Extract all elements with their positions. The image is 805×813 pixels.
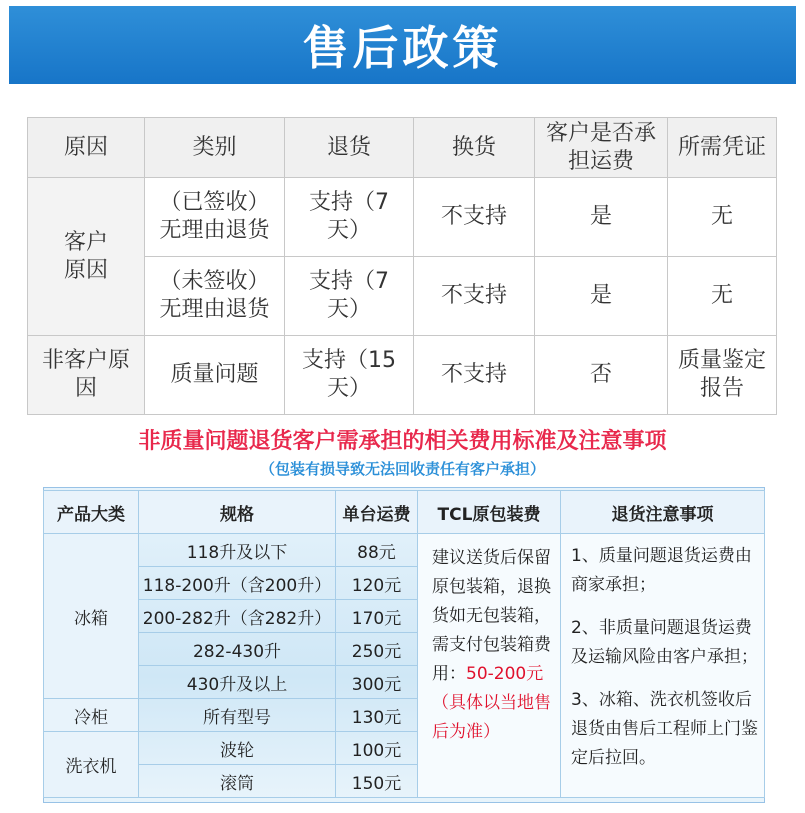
exchange-cell: 不支持 [414, 336, 535, 415]
table-row [28, 336, 777, 415]
header-packaging-fee: TCL原包装费 [418, 491, 561, 534]
spec-cell: 118升及以下 [139, 534, 336, 567]
header-return: 退货 [285, 118, 414, 178]
fee-cell: 150元 [336, 765, 418, 798]
header-banner [9, 6, 796, 84]
proof-cell: 无 [668, 178, 777, 257]
return-cell: 支持（7天） [285, 178, 414, 257]
spec-cell: 所有型号 [139, 699, 336, 732]
return-cell: 支持（7天） [285, 257, 414, 336]
proof-cell: 质量鉴定报告 [668, 336, 777, 415]
policy-header-row [28, 118, 777, 178]
header-category: 类别 [145, 118, 285, 178]
category-washer: 洗衣机 [44, 732, 139, 798]
exchange-cell: 不支持 [414, 178, 535, 257]
fee-cell: 100元 [336, 732, 418, 765]
fee-cell: 130元 [336, 699, 418, 732]
shipping-cell: 是 [535, 178, 668, 257]
category-cell: （已签收）无理由退货 [145, 178, 285, 257]
return-notes-cell [561, 534, 765, 798]
proof-cell: 无 [668, 257, 777, 336]
header-product-category: 产品大类 [44, 491, 139, 534]
fee-section-subtitle: （包装有损导致无法回收责任有客户承担） [259, 460, 545, 478]
header-shipping: 客户是否承担运费 [535, 118, 668, 178]
fee-cell: 170元 [336, 600, 418, 633]
fee-cell: 120元 [336, 567, 418, 600]
header-spec: 规格 [139, 491, 336, 534]
category-freezer: 冷柜 [44, 699, 139, 732]
spec-cell: 滚筒 [139, 765, 336, 798]
table-row [28, 178, 777, 257]
spec-cell: 282-430升 [139, 633, 336, 666]
header-unit-fee: 单台运费 [336, 491, 418, 534]
page-title: 售后政策 [302, 21, 503, 75]
header-exchange: 换货 [414, 118, 535, 178]
packaging-text: 建议送货后保留原包装箱，退换货如无包装箱，需支付包装箱费用： [432, 548, 551, 684]
fee-cell: 300元 [336, 666, 418, 699]
category-cell: （未签收）无理由退货 [145, 257, 285, 336]
fee-header-row [44, 491, 765, 534]
exchange-cell: 不支持 [414, 257, 535, 336]
fee-cell: 250元 [336, 633, 418, 666]
shipping-cell: 是 [535, 257, 668, 336]
fee-section-title: 非质量问题退货客户需承担的相关费用标准及注意事项 [138, 429, 667, 454]
reason-customer: 客户原因 [28, 178, 145, 336]
header-reason: 原因 [28, 118, 145, 178]
return-cell: 支持（15天） [285, 336, 414, 415]
policy-table [27, 117, 777, 415]
fee-cell: 88元 [336, 534, 418, 567]
note-item: 2、非质量问题退货运费及运输风险由客户承担； [571, 618, 758, 667]
shipping-cell: 否 [535, 336, 668, 415]
packaging-fee-highlight: 50-200元（具体以当地售后为准） [432, 664, 551, 742]
header-return-notes: 退货注意事项 [561, 491, 765, 534]
category-fridge: 冰箱 [44, 534, 139, 699]
fee-table [43, 490, 765, 798]
packaging-fee-cell [418, 534, 561, 798]
spec-cell: 波轮 [139, 732, 336, 765]
note-item: 1、质量问题退货运费由商家承担； [571, 546, 752, 595]
spec-cell: 200-282升（含282升） [139, 600, 336, 633]
spec-cell: 118-200升（含200升） [139, 567, 336, 600]
spec-cell: 430升及以上 [139, 666, 336, 699]
table-row [44, 534, 765, 567]
category-cell: 质量问题 [145, 336, 285, 415]
reason-non-customer: 非客户原因 [28, 336, 145, 415]
header-proof: 所需凭证 [668, 118, 777, 178]
note-item: 3、冰箱、洗衣机签收后退货由售后工程师上门鉴定后拉回。 [571, 690, 758, 768]
